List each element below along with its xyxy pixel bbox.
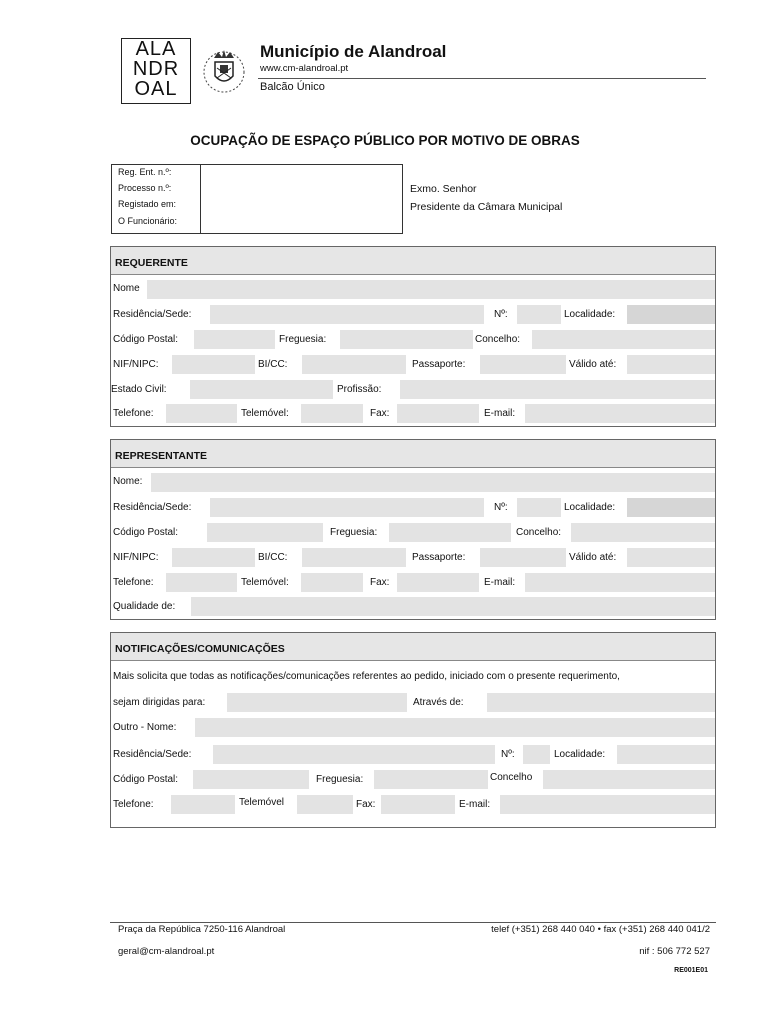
logo-line-1: ALA [135, 38, 177, 60]
footer-address: Praça da República 7250-116 Alandroal [118, 924, 286, 935]
representante-telemovel-field[interactable] [301, 573, 363, 592]
representante-section [110, 439, 716, 620]
notificacoes-residencia-label: Residência/Sede: [113, 749, 192, 760]
notificacoes-atraves-label: Através de: [413, 697, 464, 708]
representante-telemovel-label: Telemóvel: [241, 577, 289, 588]
representante-numero-field[interactable] [517, 498, 561, 517]
notificacoes-codigo-postal-field[interactable] [193, 770, 309, 789]
representante-bicc-field[interactable] [302, 548, 406, 567]
representante-fax-label: Fax: [370, 577, 390, 588]
registry-entry-label: Reg. Ent. n.º: [118, 167, 172, 177]
notificacoes-heading: NOTIFICAÇÕES/COMUNICAÇÕES [115, 643, 285, 655]
representante-passaporte-label: Passaporte: [412, 552, 466, 563]
addressee-line-1: Exmo. Senhor [410, 183, 477, 195]
notificacoes-fax-field[interactable] [381, 795, 455, 814]
logo-line-2: NDR [132, 58, 180, 80]
notificacoes-intro: Mais solicita que todas as notificações/comunicações referentes ao pedido, iniciado com o presente requerimento, [113, 671, 620, 682]
representante-nif-field[interactable] [172, 548, 255, 567]
representante-qualidade-field[interactable] [191, 597, 715, 616]
requerente-telemovel-label: Telemóvel: [241, 408, 289, 419]
requerente-section [110, 246, 716, 427]
requerente-bicc-label: BI/CC: [258, 359, 288, 370]
municipality-name: Município de Alandroal [260, 42, 447, 61]
notificacoes-concelho-label: Concelho [490, 772, 533, 783]
requerente-numero-field[interactable] [517, 305, 561, 324]
requerente-heading: REQUERENTE [115, 257, 188, 269]
requerente-codigo-postal-field[interactable] [194, 330, 275, 349]
requerente-valido-field[interactable] [627, 355, 715, 374]
requerente-passaporte-label: Passaporte: [412, 359, 466, 370]
notificacoes-freguesia-label: Freguesia: [316, 774, 364, 785]
requerente-codigo-postal-label: Código Postal: [113, 334, 179, 345]
requerente-fax-field[interactable] [397, 404, 479, 423]
representante-freguesia-field[interactable] [389, 523, 511, 542]
process-number-label: Processo n.º: [118, 183, 172, 193]
requerente-nif-field[interactable] [172, 355, 255, 374]
notificacoes-email-field[interactable] [500, 795, 715, 814]
notificacoes-telefone-label: Telefone: [113, 799, 154, 810]
notificacoes-outro-nome-field[interactable] [195, 718, 715, 737]
registry-divider [200, 164, 201, 234]
notificacoes-localidade-field[interactable] [617, 745, 715, 764]
registered-on-label: Registado em: [118, 199, 177, 209]
representante-nif-label: NIF/NIPC: [113, 552, 159, 563]
requerente-concelho-field[interactable] [532, 330, 715, 349]
representante-valido-label: Válido até: [569, 552, 617, 563]
representante-telefone-field[interactable] [166, 573, 237, 592]
representante-bicc-label: BI/CC: [258, 552, 288, 563]
notificacoes-section [110, 632, 716, 828]
addressee-line-2: Presidente da Câmara Municipal [410, 201, 563, 213]
representante-freguesia-label: Freguesia: [330, 527, 378, 538]
notificacoes-telemovel-field[interactable] [297, 795, 353, 814]
representante-email-field[interactable] [525, 573, 715, 592]
requerente-email-label: E-mail: [484, 408, 516, 419]
notificacoes-telefone-field[interactable] [171, 795, 235, 814]
representante-header [111, 440, 715, 468]
requerente-numero-label: Nº: [494, 309, 508, 320]
requerente-localidade-field[interactable] [627, 305, 715, 324]
logo-line-3: OAL [134, 78, 178, 100]
notificacoes-freguesia-field[interactable] [374, 770, 488, 789]
requerente-bicc-field[interactable] [302, 355, 406, 374]
notificacoes-dirigidas-field[interactable] [227, 693, 407, 712]
requerente-estado-civil-field[interactable] [190, 380, 333, 399]
representante-numero-label: Nº: [494, 502, 508, 513]
representante-codigo-postal-field[interactable] [207, 523, 323, 542]
coat-of-arms-icon [200, 44, 248, 96]
requerente-passaporte-field[interactable] [480, 355, 566, 374]
representante-codigo-postal-label: Código Postal: [113, 527, 179, 538]
representante-nome-label: Nome: [113, 476, 143, 487]
representante-localidade-label: Localidade: [564, 502, 616, 513]
representante-passaporte-field[interactable] [480, 548, 566, 567]
municipality-subtitle: Balcão Único [260, 81, 325, 93]
notificacoes-fax-label: Fax: [356, 799, 376, 810]
requerente-profissao-label: Profissão: [337, 384, 382, 395]
notificacoes-numero-label: Nº: [501, 749, 515, 760]
notificacoes-dirigidas-label: sejam dirigidas para: [113, 697, 206, 708]
requerente-telefone-field[interactable] [166, 404, 237, 423]
requerente-nome-label: Nome [113, 283, 140, 294]
representante-residencia-field[interactable] [210, 498, 484, 517]
requerente-estado-civil-label: Estado Civil: [111, 384, 167, 395]
notificacoes-telemovel-label: Telemóvel [239, 797, 285, 808]
requerente-telemovel-field[interactable] [301, 404, 363, 423]
representante-email-label: E-mail: [484, 577, 516, 588]
notificacoes-codigo-postal-label: Código Postal: [113, 774, 179, 785]
requerente-fax-label: Fax: [370, 408, 390, 419]
requerente-residencia-field[interactable] [210, 305, 484, 324]
representante-concelho-label: Concelho: [516, 527, 562, 538]
requerente-localidade-label: Localidade: [564, 309, 616, 320]
footer-nif: nif : 506 772 527 [639, 946, 710, 957]
notificacoes-outro-nome-label: Outro - Nome: [113, 722, 177, 733]
requerente-telefone-label: Telefone: [113, 408, 154, 419]
document-title: OCUPAÇÃO DE ESPAÇO PÚBLICO POR MOTIVO DE OBRAS [190, 133, 580, 148]
footer-divider [110, 922, 716, 923]
requerente-freguesia-label: Freguesia: [279, 334, 327, 345]
representante-concelho-field[interactable] [571, 523, 715, 542]
representante-valido-field[interactable] [627, 548, 715, 567]
form-code: RE001E01 [674, 967, 708, 974]
clerk-label: O Funcionário: [118, 216, 178, 226]
representante-telefone-label: Telefone: [113, 577, 154, 588]
notificacoes-residencia-field[interactable] [213, 745, 495, 764]
representante-nome-field[interactable] [151, 473, 715, 492]
notificacoes-numero-field[interactable] [523, 745, 550, 764]
notificacoes-atraves-field[interactable] [487, 693, 715, 712]
requerente-nif-label: NIF/NIPC: [113, 359, 159, 370]
footer-phones: telef (+351) 268 440 040 • fax (+351) 268 440 041/2 [491, 924, 710, 935]
notificacoes-email-label: E-mail: [459, 799, 491, 810]
notificacoes-localidade-label: Localidade: [554, 749, 606, 760]
requerente-email-field[interactable] [525, 404, 715, 423]
representante-qualidade-label: Qualidade de: [113, 601, 176, 612]
municipality-logo [121, 38, 191, 104]
representante-fax-field[interactable] [397, 573, 479, 592]
representante-heading: REPRESENTANTE [115, 450, 207, 462]
requerente-nome-field[interactable] [147, 280, 715, 299]
requerente-freguesia-field[interactable] [340, 330, 473, 349]
header-divider [258, 78, 706, 79]
representante-residencia-label: Residência/Sede: [113, 502, 192, 513]
footer-email[interactable]: geral@cm-alandroal.pt [118, 946, 215, 957]
representante-localidade-field[interactable] [627, 498, 715, 517]
requerente-header [111, 247, 715, 275]
requerente-residencia-label: Residência/Sede: [113, 309, 192, 320]
requerente-valido-label: Válido até: [569, 359, 617, 370]
municipality-url[interactable]: www.cm-alandroal.pt [260, 63, 349, 74]
requerente-concelho-label: Concelho: [475, 334, 521, 345]
requerente-profissao-field[interactable] [400, 380, 715, 399]
notificacoes-header [111, 633, 715, 661]
notificacoes-concelho-field[interactable] [543, 770, 715, 789]
